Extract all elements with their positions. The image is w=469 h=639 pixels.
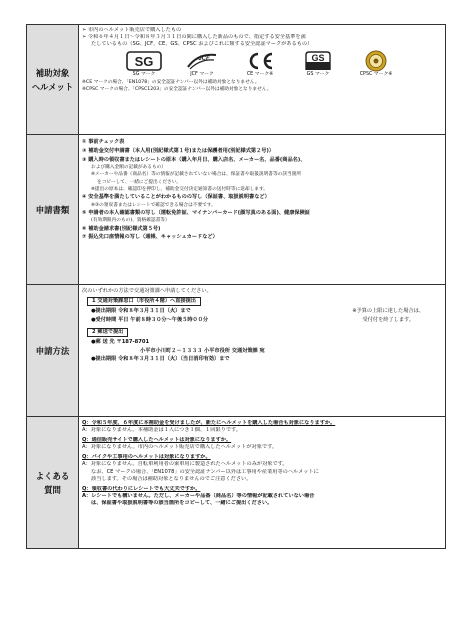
method-hours-row [82, 316, 442, 324]
doc-item-7: ⑦ 振込先口座情報の写し（通帳、キャッシュカードなど） [82, 234, 218, 241]
doc-item-2: ② 補助金交付申請書（本人用(別記様式第１号)または保護者用(別記様式第２号)） [82, 147, 275, 154]
faq-question: Q：令和５年度、６年度に本補助金を受けましたが、新たにヘルメットを購入した場合も対象になりますか。 [82, 420, 336, 426]
helmet-label-1: 補助対象 [35, 67, 70, 78]
documents-label: 申請書類 [35, 204, 70, 215]
sg-mark-caption: SG マーク [132, 72, 156, 78]
faq-item [82, 454, 442, 482]
helmet-note-1: ※CE マークの場合、「EN1078」の安全認証ナンバー以外は補助対象となりません。 [82, 80, 260, 86]
helmet-line-1: ➢ 市内のヘルメット販売店で購入したもの [82, 27, 182, 33]
faq-item [82, 420, 442, 434]
faq-label-2: 質問 [44, 484, 61, 495]
method-header [27, 285, 79, 417]
faq-label-1: よくある [35, 470, 70, 481]
gs-mark-icon [299, 50, 337, 72]
faq-question: Q：領収書の代わりにレシートでも大丈夫ですか。 [82, 485, 201, 492]
faq-item [82, 486, 442, 507]
gs-mark-caption: GS マーク [306, 72, 330, 78]
faq-body [79, 417, 446, 549]
faq-question: Q：バイクや工事用のヘルメットは対象になりますか。 [82, 454, 211, 461]
method-box-window: 1 交通対策課窓口（市役所４階）へ直接提出 [87, 297, 201, 306]
doc-item-5-cont: (有効期限内のもの)、資格確認書等） [91, 218, 170, 224]
ce-mark-caption: CE マーク※ [246, 72, 274, 78]
row-helmet [27, 25, 446, 135]
method-address-1: ●郵 送 先 〒187-8701 [91, 339, 150, 346]
sg-mark-icon [125, 50, 163, 72]
faq-answer: A：対象になりません。自転車利用者の乗車用に製造されたヘルメットのみが対象です。 [82, 461, 288, 468]
method-box-mail: 2 郵送で提出 [87, 328, 128, 337]
method-period-row [82, 307, 442, 315]
documents-body [79, 135, 446, 285]
faq-answer-cont: 該当します。その場合は補助対象となりませんのでご注意ください。 [91, 475, 252, 482]
method-intro: 次のいずれかの方法で交通対策課へ申請してください。 [82, 288, 212, 294]
documents-header [27, 135, 79, 285]
faq-answer: A：対象になりません。市内のヘルメット販売店で購入したヘルメットが対象です。 [82, 444, 278, 451]
faq-question: Q：通信販売サイトで購入したヘルメットは対象になりますか。 [82, 437, 232, 444]
faq-answer: A：対象になりません。本補助金は１人につき１個、１回限りです。 [82, 427, 241, 434]
doc-item-4: ④ 安全基準を満たしていることがわかるものの写し（保証書、取扱説明書など） [82, 193, 270, 200]
cpsc-mark-icon [357, 50, 395, 72]
sg-mark [122, 50, 166, 78]
faq-answer: A：レシートでも構いません。ただし、メーカーや品番（商品名）等の情報が記載されていない場合 [82, 492, 315, 499]
method-hours-note: 受付付を終了します。 [362, 316, 414, 323]
doc-item-3-cont: および購入金額の記載があるもの） [91, 165, 167, 171]
cpsc-mark [354, 50, 398, 78]
method-label: 申請方法 [35, 345, 70, 356]
faq-item [82, 437, 442, 451]
jcf-mark-caption: JCF マーク [190, 72, 214, 78]
safety-marks [82, 50, 442, 78]
method-period: ●提出期限 令和８年３月３１日（火）まで [91, 308, 191, 315]
helmet-line-2: ➢ 令和６年４月１日〜令和８年３月３１日の間に購入した新品のもので、指定する安全基準を満 [82, 34, 306, 41]
jcf-mark [180, 50, 224, 78]
helmet-label-2: ヘルメット [31, 81, 74, 92]
faq-answer-cont: は、保証書や取扱説明書等の該当箇所をコピーして、一緒にご提出ください。 [91, 499, 273, 506]
doc-note-1: ※メーカーや品番（商品名）等の情報が記載されていない場合は、保証書や取扱説明書等の該当箇所 [91, 172, 302, 178]
svg-text:SG: SG [134, 54, 154, 70]
method-period-note: ※予算の上限に達した場合は、 [352, 308, 424, 315]
row-method [27, 285, 446, 417]
helmet-body [79, 25, 446, 135]
jcf-mark-icon [183, 50, 221, 72]
helmet-note-2: ※CPSC マークの場合、「CPSC1203」の安全認証ナンバー以外は補助対象となりません。 [82, 87, 272, 93]
doc-note-3: ※③の領収書またはレシートで確認できる場合は不要です。 [91, 202, 216, 208]
faq-header [27, 417, 79, 549]
doc-note-1-cont: をコピーして、一緒にご提出ください。 [97, 179, 182, 185]
method-address-2: 小平市小川町２－１３３３ 小平市役所 交通対策課 宛 [140, 347, 265, 354]
cpsc-mark-caption: CPSC マーク※ [359, 72, 393, 78]
method-deadline: ●提出期限 令和８年３月３１日（火）（当日消印有効）まで [91, 356, 230, 363]
helmet-header [27, 25, 79, 135]
method-body [79, 285, 446, 417]
svg-text:JCF: JCF [198, 56, 210, 63]
doc-item-1: ① 事前チェック表 [82, 139, 125, 145]
ce-mark [238, 50, 282, 78]
info-table [26, 24, 446, 549]
helmet-line-3: たしているもの（SG、JCF、CE、GS、CPSC およびこれに類する安全認証マークがあるもの） [91, 41, 313, 48]
doc-item-3: ③ 購入時の領収書またはレシートの原本（購入年月日、購入店名、メーカー名、品番(商品名)、 [82, 156, 306, 163]
faq-answer-cont: なお、CE マークの場合、「EN1078」の安全認証ナンバー以外は工事用や産業用等のヘルメットに [91, 468, 319, 475]
gs-mark [296, 50, 340, 78]
doc-item-5: ⑤ 申請者の本人確認書類の写し（運転免許証、マイナンバーカード(顔写真のある面)、健康保険証 [82, 209, 310, 216]
doc-note-2: ※提出の原本は、確認印を押印し、補助金交付決定通知書の送付時等に返却します。 [91, 186, 268, 192]
ce-mark-icon [241, 50, 279, 72]
svg-text:GS: GS [311, 53, 325, 64]
row-documents [27, 135, 446, 285]
doc-item-6: ⑥ 補助金請求書(別記様式第５号) [82, 225, 161, 232]
row-faq [27, 417, 446, 549]
method-hours: ●受付時間 平日 午前８時３０分〜午後５時００分 [91, 316, 209, 323]
